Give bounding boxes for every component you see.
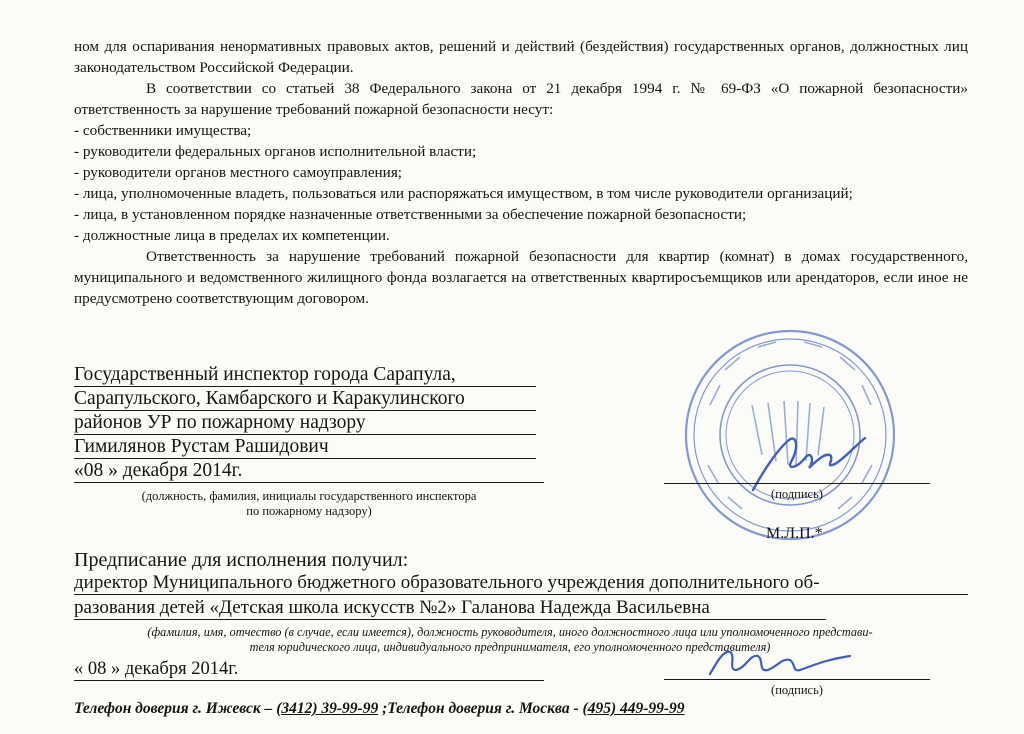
izhevsk-hotline-label: Телефон доверия г. Ижевск – [74, 700, 277, 717]
hotline-footer [74, 700, 685, 718]
list-item: - руководители органов местного самоуправления; [74, 164, 403, 181]
inspector-signature-caption: (подпись) [771, 487, 823, 501]
list-item: - собственники имущества; [74, 122, 252, 139]
inspector-line-2: Сарапульского, Камбарского и Каракулинского [74, 388, 536, 411]
inspector-caption-2: по пожарному надзору) [246, 504, 372, 518]
paragraph-responsibility: Ответственность за нарушение требований пожарной безопасности для квартир (комнат) в домах государственного, муниципального и ведомственного жилищного фонда возлагается на ответственных квартиросъемщиков или арендаторов, если иное не предусмотрено соответствующим договором. [74, 248, 968, 307]
mlp-mark: М.Л.П.* [766, 525, 823, 542]
inspector-name: Гимилянов Рустам Рашидович [74, 436, 536, 459]
recipient-heading: Предписание для исполнения получил: [74, 549, 409, 571]
hotline-separator: ; [378, 700, 388, 717]
paragraph-continuation: ном для оспаривания ненормативных правовых актов, решений и действий (бездействия) государственных органов, должностных лиц законодательством Российской Федерации. [74, 38, 968, 76]
body-text [74, 36, 968, 309]
recipient-date: « 08 » декабря 2014г. [74, 658, 544, 681]
recipient-line-1: директор Муниципального бюджетного образовательного учреждения дополнительного об- [74, 572, 968, 595]
inspector-caption-1: (должность, фамилия, инициалы государственного инспектора [141, 489, 477, 503]
paragraph-article-38: В соответствии со статьей 38 Федерального закона от 21 декабря 1994 г. № 69-ФЗ «О пожарной безопасности» ответственность за нарушение требований пожарной безопасности несут: [74, 80, 968, 118]
moscow-hotline-phone[interactable]: (495) 449-99-99 [582, 700, 685, 717]
inspector-date: «08 » декабря 2014г. [74, 460, 544, 483]
list-item: - руководители федеральных органов исполнительной власти; [74, 143, 477, 160]
list-item: - должностные лица в пределах их компетенции. [74, 227, 390, 244]
recipient-signature-line [664, 678, 930, 680]
inspector-line-1: Государственный инспектор города Сарапула, [74, 364, 536, 387]
inspector-line-3: районов УР по пожарному надзору [74, 412, 536, 435]
moscow-hotline-label: Телефон доверия г. Москва - [387, 700, 583, 717]
list-item: - лица, в установленном порядке назначенные ответственными за обеспечение пожарной безопасности; [74, 206, 747, 223]
izhevsk-hotline-phone[interactable]: (3412) 39-99-99 [276, 700, 379, 717]
recipient-line-2: разования детей «Детская школа искусств №2» Галанова Надежда Васильевна [74, 597, 826, 620]
inspector-signature-line [664, 482, 930, 484]
list-item: - лица, уполномоченные владеть, пользоваться или распоряжаться имуществом, в том числе руководители организаций; [74, 185, 853, 202]
recipient-signature-caption: (подпись) [771, 683, 823, 697]
recipient-caption-2: теля юридического лица, индивидуального предпринимателя, его уполномоченного представителя) [249, 640, 771, 654]
recipient-caption-1: (фамилия, имя, отчество (в случае, если имеется), должность руководителя, иного должностного лица или уполномоченного представи- [147, 625, 873, 639]
